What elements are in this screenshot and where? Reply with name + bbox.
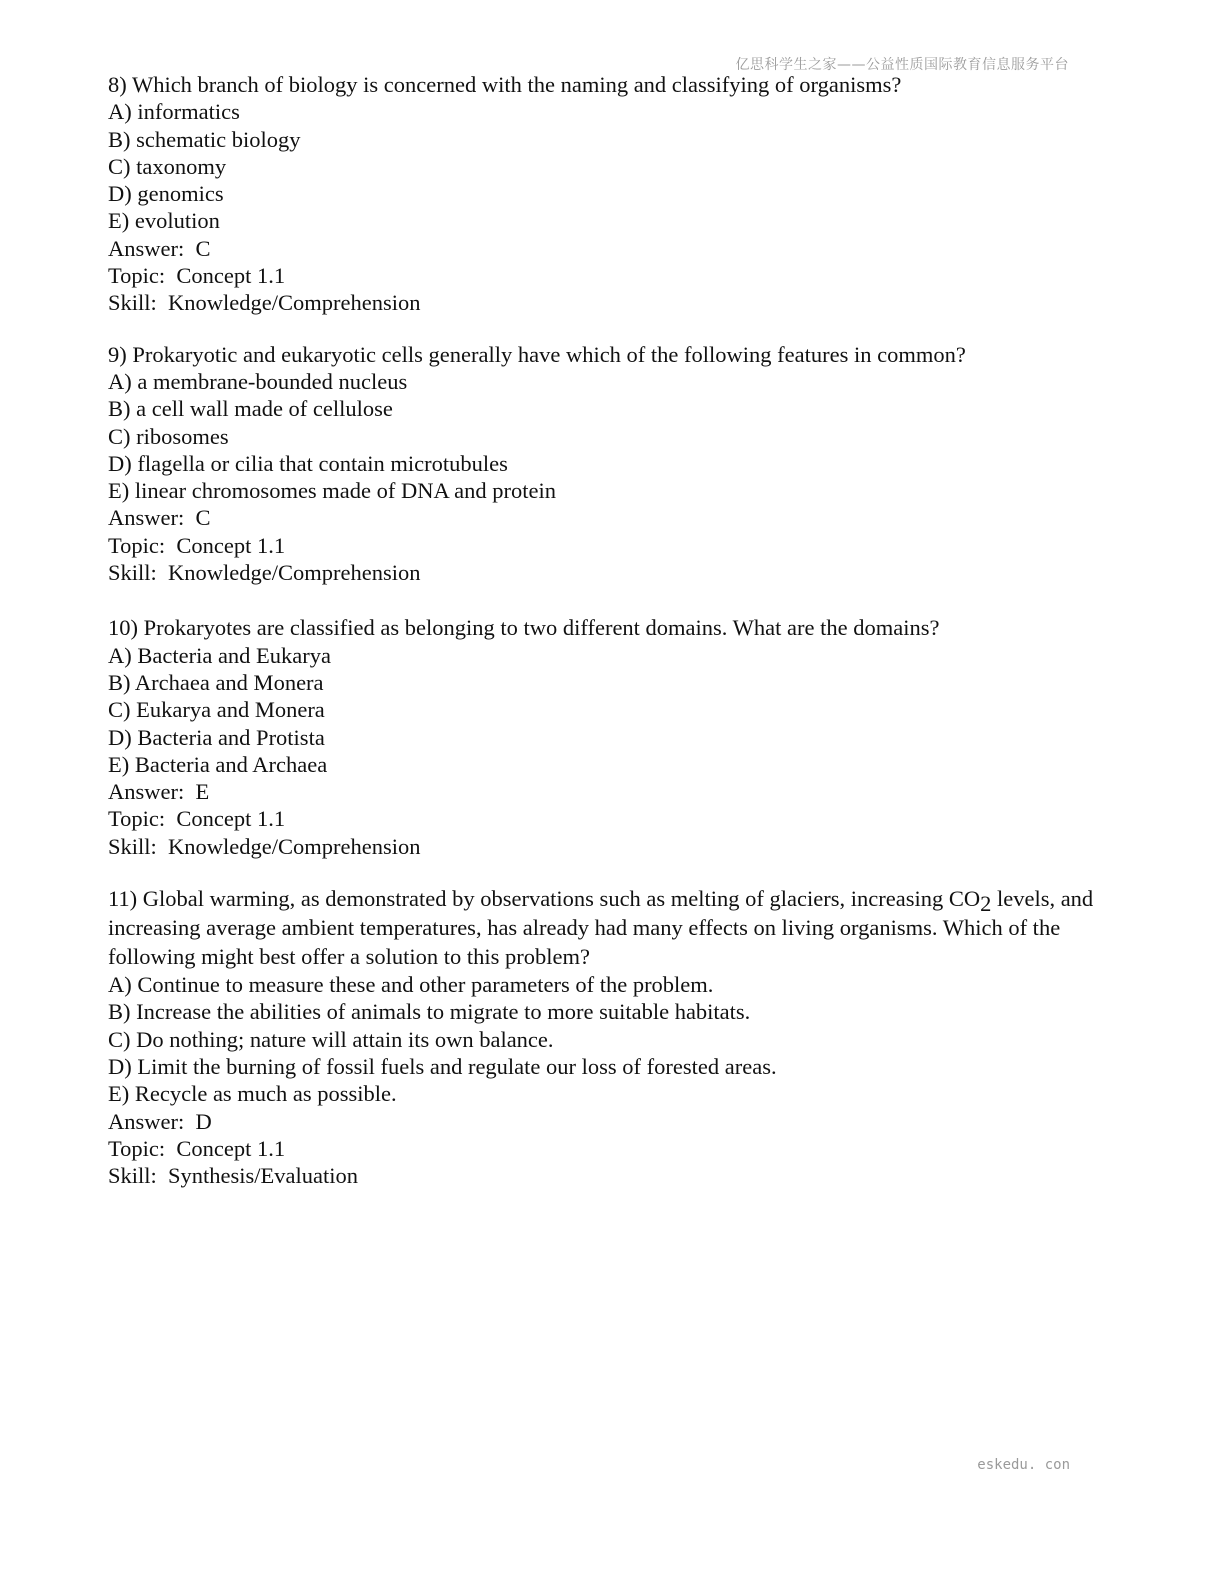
question-stem: 10) Prokaryotes are classified as belonging to two different domains. What are the domains? (108, 615, 940, 641)
header-watermark: 亿思科学生之家——公益性质国际教育信息服务平台 (735, 57, 1069, 73)
option-c: C) Eukarya and Monera (108, 697, 325, 723)
question-stem-part2: levels, and increasing average ambient temperatures, has already had many effects on living organisms. Which of the following might best offer a solution to this problem? (108, 886, 1094, 970)
option-b: B) a cell wall made of cellulose (108, 396, 393, 422)
answer-line: Answer: C (108, 235, 211, 261)
option-b: B) Increase the abilities of animals to migrate to more suitable habitats. (108, 999, 751, 1025)
skill-line: Skill: Knowledge/Comprehension (108, 833, 421, 859)
question-10 (108, 614, 1118, 860)
question-list (108, 71, 1118, 1213)
option-e: E) Recycle as much as possible. (108, 1081, 397, 1107)
option-c: C) ribosomes (108, 423, 229, 449)
option-a: A) informatics (108, 99, 240, 125)
topic-line: Topic: Concept 1.1 (108, 806, 286, 832)
option-d: D) flagella or cilia that contain microtubules (108, 450, 508, 476)
question-9 (108, 341, 1118, 587)
question-stem (108, 884, 1118, 971)
topic-line: Topic: Concept 1.1 (108, 532, 286, 558)
question-stem: 9) Prokaryotic and eukaryotic cells generally have which of the following features in common? (108, 341, 966, 367)
option-c: C) taxonomy (108, 153, 227, 179)
option-d: D) genomics (108, 181, 224, 207)
option-e: E) Bacteria and Archaea (108, 751, 328, 777)
option-b: B) Archaea and Monera (108, 669, 324, 695)
question-stem: 8) Which branch of biology is concerned with the naming and classifying of organisms? (108, 72, 902, 97)
option-b: B) schematic biology (108, 126, 301, 152)
option-e: E) evolution (108, 208, 220, 234)
answer-line: Answer: C (108, 505, 211, 531)
skill-line: Skill: Synthesis/Evaluation (108, 1163, 359, 1189)
answer-line: Answer: E (108, 779, 210, 805)
topic-line: Topic: Concept 1.1 (108, 263, 286, 289)
skill-line: Skill: Knowledge/Comprehension (108, 560, 421, 586)
question-8 (108, 71, 1118, 317)
question-stem-part1: 11) Global warming, as demonstrated by observations such as melting of glaciers, increasing CO (108, 886, 981, 912)
topic-line: Topic: Concept 1.1 (108, 1135, 286, 1161)
footer-watermark: eskedu. con (977, 1457, 1070, 1473)
option-e: E) linear chromosomes made of DNA and protein (108, 478, 557, 504)
question-11 (108, 884, 1118, 1189)
option-a: A) Bacteria and Eukarya (108, 642, 332, 668)
option-d: D) Limit the burning of fossil fuels and regulate our loss of forested areas. (108, 1053, 777, 1079)
skill-line: Skill: Knowledge/Comprehension (108, 290, 421, 316)
option-c: C) Do nothing; nature will attain its own balance. (108, 1026, 554, 1052)
option-a: A) a membrane-bounded nucleus (108, 368, 408, 394)
co2-subscript: 2 (980, 891, 992, 917)
option-a: A) Continue to measure these and other parameters of the problem. (108, 972, 714, 998)
option-d: D) Bacteria and Protista (108, 724, 325, 750)
answer-line: Answer: D (108, 1108, 212, 1134)
